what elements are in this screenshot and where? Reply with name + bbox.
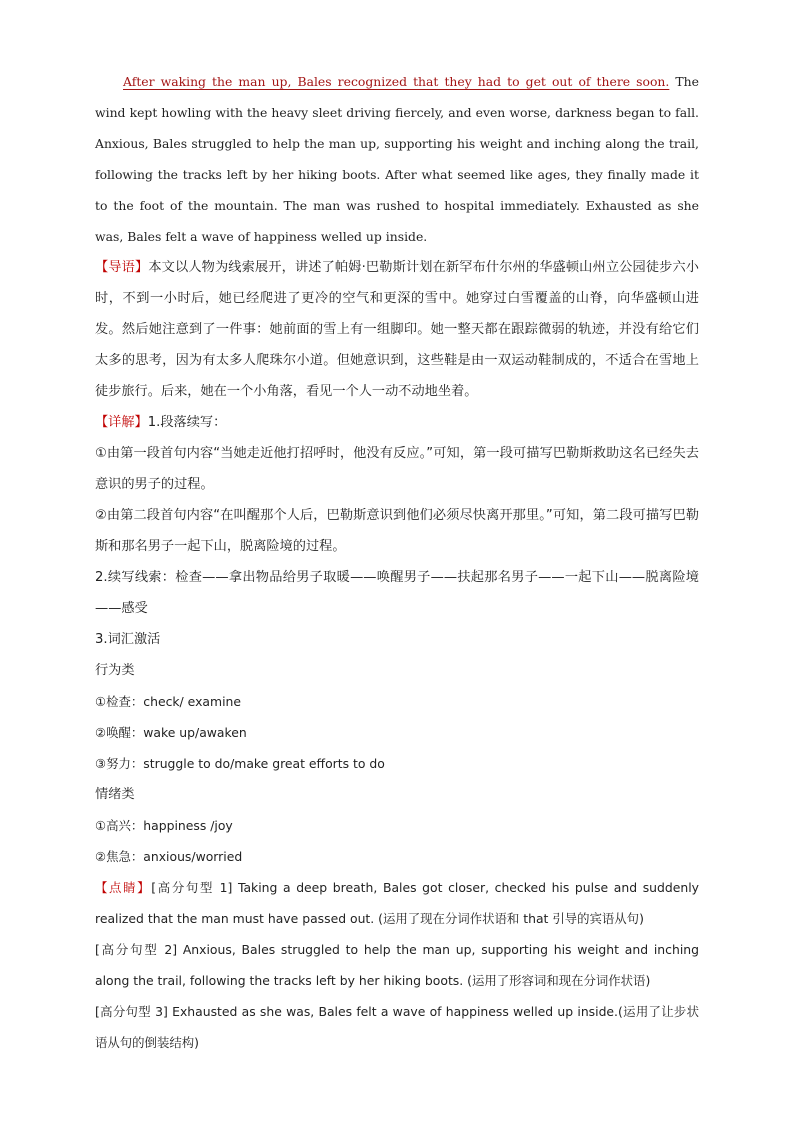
highlight-text-1: [高分句型 1] Taking a deep breath, Bales got closer, checked his pulse and suddenly realized that the man must have passed out. (运用了现在分词作状语和 that 引导的宾语从句)	[95, 880, 699, 926]
detail-point-2: ②由第二段首句内容“在叫醒那个人后，巴勒斯意识到他们必须尽快离开那里。”可知，第二段可描写巴勒斯和那名男子一起下山，脱离险境的过程。	[95, 508, 699, 554]
highlight-sentence-2: [高分句型 2] Anxious, Bales struggled to help the man up, supporting his weight and inching along the trail, following the tracks left by her hiking boots. (运用了形容词和现在分词作状语)	[95, 942, 699, 988]
detail-heading-text: 1.段落续写：	[147, 415, 227, 430]
action-heading: 行为类	[95, 663, 135, 678]
continuation-paragraph	[95, 66, 699, 252]
emotion-item-2: ②焦急：anxious/worried	[95, 849, 243, 864]
action-item-2: ②唤醒：wake up/awaken	[95, 725, 247, 740]
highlight-sentence-1	[95, 872, 699, 934]
detail-tag: 【详解】	[95, 415, 148, 430]
action-item-1: ①检查：check/ examine	[95, 694, 241, 709]
detail-heading	[95, 407, 699, 438]
vocab-heading: 3.词汇激活	[95, 632, 161, 647]
document-content	[95, 66, 699, 1058]
detail-point-1: ①由第一段首句内容“当她走近他打招呼时，他没有反应。”可知，第一段可描写巴勒斯救助这名已经失去意识的男子的过程。	[95, 446, 699, 492]
guide-tag: 【导语】	[95, 260, 149, 275]
continuation-clue: 2.续写线索：检查——拿出物品给男子取暖——唤醒男子——扶起那名男子——一起下山——脱离险境——感受	[95, 570, 699, 616]
highlighted-sentence: After waking the man up, Bales recognized that they had to get out of there soon.	[123, 74, 670, 89]
paragraph-body: The wind kept howling with the heavy sleet driving fiercely, and even worse, darkness began to fall. Anxious, Bales struggled to help the man up, supporting his weight and inching along the trail, following the tracks left by her hiking boots. After what seemed like ages, they finally made it to the foot of the mountain. The man was rushed to hospital immediately. Exhausted as she was, Bales felt a wave of happiness welled up inside.	[95, 74, 699, 244]
guide-section	[95, 252, 699, 407]
highlights-tag: 【点睛】	[95, 880, 152, 895]
guide-text: 本文以人物为线索展开，讲述了帕姆·巴勒斯计划在新罕布什尔州的华盛顿山州立公园徒步六小时，不到一小时后，她已经爬进了更冷的空气和更深的雪中。她穿过白雪覆盖的山脊，向华盛顿山进发。然后她注意到了一件事：她前面的雪上有一组脚印。她一整天都在跟踪微弱的轨迹，并没有给它们太多的思考，因为有太多人爬珠尔小道。但她意识到，这些鞋是由一双运动鞋制成的，不适合在雪地上徒步旅行。后来，她在一个小角落，看见一个人一动不动地坐着。	[95, 260, 699, 399]
action-item-3: ③努力：struggle to do/make great efforts to do	[95, 756, 385, 771]
emotion-heading: 情绪类	[95, 787, 135, 802]
highlight-sentence-3: [高分句型 3] Exhausted as she was, Bales felt a wave of happiness welled up inside.(运用了让步状语从句的倒装结构)	[95, 1004, 699, 1050]
emotion-item-1: ①高兴：happiness /joy	[95, 818, 233, 833]
